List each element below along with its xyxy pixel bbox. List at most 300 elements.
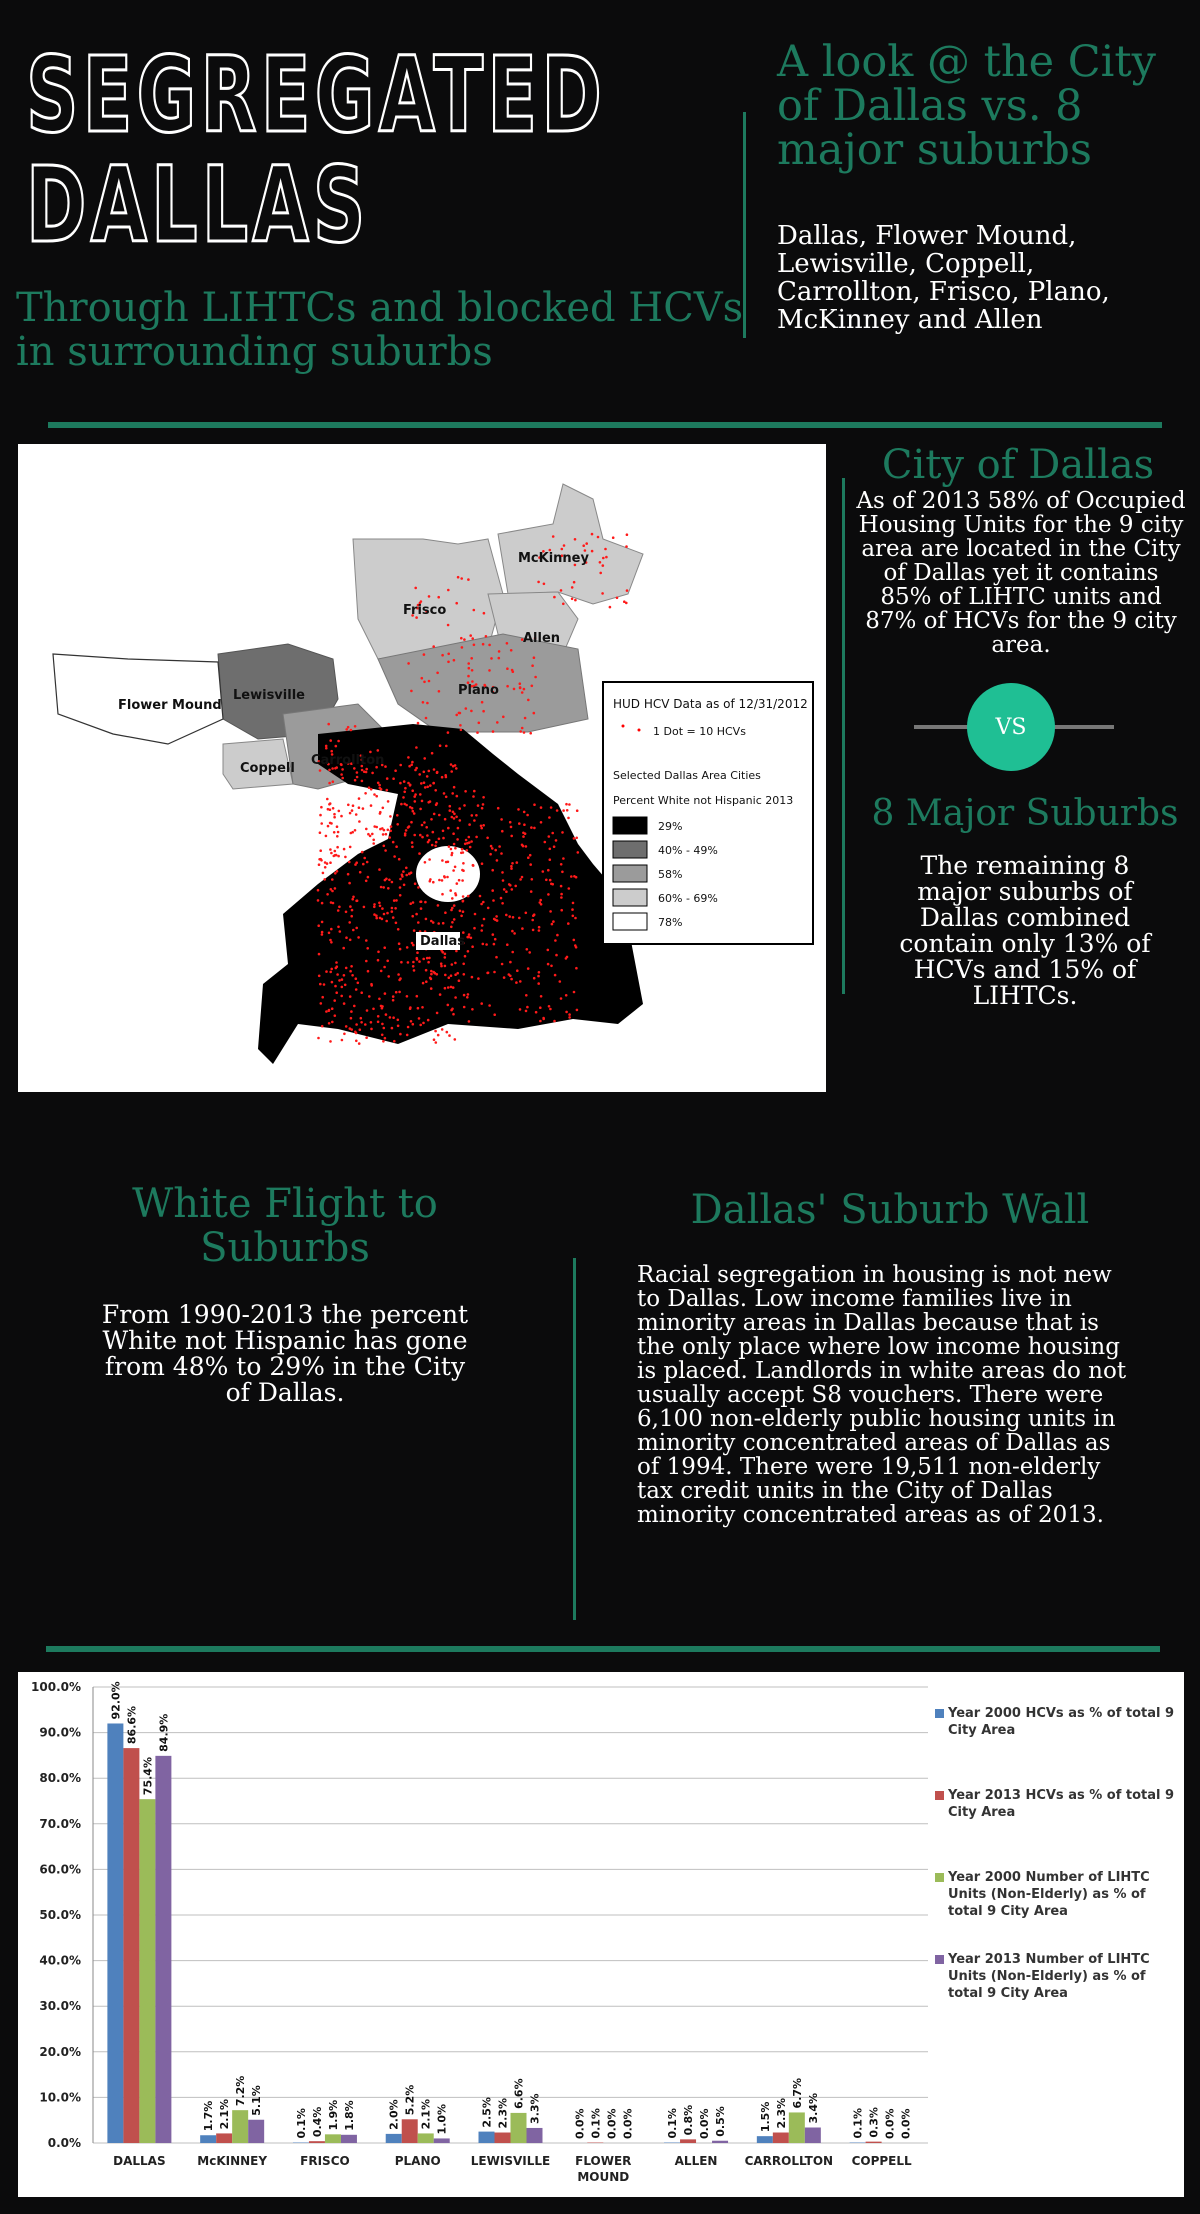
hcv-dot xyxy=(417,1007,420,1010)
hcv-dot xyxy=(397,928,400,931)
hcv-dot xyxy=(391,881,394,884)
map-legend-swatch xyxy=(613,865,647,882)
hcv-dot xyxy=(436,1012,439,1015)
chart-bar xyxy=(341,2135,357,2143)
hcv-dot xyxy=(449,809,452,812)
hcv-dot xyxy=(337,740,340,743)
hcv-dot xyxy=(399,886,402,889)
hcv-dot xyxy=(467,993,470,996)
hcv-dot xyxy=(599,561,602,564)
chart-ytick: 30.0% xyxy=(39,1999,81,2014)
hcv-dot xyxy=(582,544,585,547)
hcv-dot xyxy=(512,916,515,919)
chart-bar xyxy=(123,1748,139,2143)
hcv-dot xyxy=(320,806,323,809)
hcv-dot xyxy=(470,840,473,843)
hcv-dot xyxy=(404,834,407,837)
hcv-dot xyxy=(411,841,414,844)
hcv-dot xyxy=(340,815,343,818)
hcv-dot xyxy=(490,845,493,848)
hcv-dot xyxy=(407,756,410,759)
hcv-dot xyxy=(448,1034,451,1037)
hcv-dot xyxy=(350,832,353,835)
hcv-dot xyxy=(481,924,484,927)
hcv-dot xyxy=(527,967,530,970)
hcv-dot xyxy=(389,830,392,833)
chart-svg xyxy=(18,1672,1184,2197)
hcv-dot xyxy=(601,592,604,595)
chart-bar xyxy=(773,2133,789,2143)
hcv-dot xyxy=(616,597,619,600)
hcv-dot xyxy=(480,1002,483,1005)
hcv-dot xyxy=(338,810,341,813)
hcv-dot xyxy=(494,919,497,922)
hcv-dot xyxy=(549,879,552,882)
hcv-dot xyxy=(426,957,429,960)
hcv-dot xyxy=(399,764,402,767)
hcv-dot xyxy=(506,943,509,946)
hcv-dot xyxy=(506,642,509,645)
hcv-dot xyxy=(392,916,395,919)
hcv-dot xyxy=(325,747,328,750)
hcv-dot xyxy=(331,1021,334,1024)
hcv-dot xyxy=(519,687,522,690)
chart-data-label: 2.0% xyxy=(387,2099,401,2130)
hcv-dot xyxy=(487,907,490,910)
chart-xtick: McKINNEY xyxy=(197,2154,268,2168)
hcv-dot xyxy=(333,813,336,816)
hcv-dot xyxy=(358,1042,361,1045)
hcv-dot xyxy=(370,788,373,791)
hcv-dot xyxy=(471,669,474,672)
hcv-dot xyxy=(470,710,473,713)
hcv-dot xyxy=(492,933,495,936)
hcv-dot xyxy=(448,845,451,848)
hcv-dot xyxy=(447,731,450,734)
hcv-dot xyxy=(481,807,484,810)
hcv-dot xyxy=(378,784,381,787)
hcv-dot xyxy=(491,869,494,872)
map-legend-range: 40% - 49% xyxy=(658,844,718,857)
hcv-dot xyxy=(401,873,404,876)
hcv-dot xyxy=(549,1008,552,1011)
chart-bar xyxy=(434,2138,450,2143)
hcv-dot xyxy=(412,901,415,904)
chart-data-label: 3.3% xyxy=(528,2093,542,2124)
hcv-dot xyxy=(403,884,406,887)
hcv-dot xyxy=(335,854,338,857)
hcv-dot xyxy=(436,672,439,675)
hcv-dot xyxy=(505,914,508,917)
hcv-dot xyxy=(447,827,450,830)
hcv-dot xyxy=(341,768,344,771)
hcv-dot xyxy=(430,978,433,981)
hcv-dot xyxy=(423,653,426,656)
hcv-dot xyxy=(571,908,574,911)
hcv-dot xyxy=(438,879,441,882)
hcv-dot xyxy=(433,768,436,771)
hcv-dot xyxy=(410,690,413,693)
map-legend-selected: Selected Dallas Area Cities xyxy=(613,769,761,782)
hcv-dot xyxy=(393,1040,396,1043)
hcv-dot xyxy=(355,1023,358,1026)
hcv-dot xyxy=(534,676,537,679)
hcv-dot xyxy=(539,1006,542,1009)
hcv-dot xyxy=(385,833,388,836)
hcv-dot xyxy=(493,943,496,946)
hcv-dot xyxy=(340,773,343,776)
hcv-dot xyxy=(442,837,445,840)
hcv-dot xyxy=(428,770,431,773)
hcv-dot xyxy=(379,917,382,920)
hcv-dot xyxy=(375,917,378,920)
chart-data-label: 1.9% xyxy=(326,2099,340,2131)
hcv-dot xyxy=(381,827,384,830)
hcv-dot xyxy=(486,837,489,840)
hcv-dot xyxy=(413,812,416,815)
hcv-dot xyxy=(319,831,322,834)
hcv-dot xyxy=(389,815,392,818)
hcv-dot xyxy=(325,970,328,973)
hcv-dot xyxy=(378,902,381,905)
hcv-dot xyxy=(349,846,352,849)
hcv-dot xyxy=(407,782,410,785)
hcv-dot xyxy=(365,939,368,942)
hcv-dot xyxy=(560,589,563,592)
hcv-dot xyxy=(428,839,431,842)
hcv-dot xyxy=(351,809,354,812)
hcv-dot xyxy=(503,976,506,979)
hcv-dot xyxy=(478,722,481,725)
hcv-dot xyxy=(523,731,526,734)
hcv-dot xyxy=(406,995,409,998)
title-line2: DALLAS xyxy=(26,144,370,266)
hcv-dot xyxy=(407,826,410,829)
hcv-dot xyxy=(328,1022,331,1025)
hcv-dot xyxy=(330,888,333,891)
hcv-dot xyxy=(441,654,444,657)
hcv-dot xyxy=(406,1034,409,1037)
hcv-dot xyxy=(522,832,525,835)
hcv-dot xyxy=(334,872,337,875)
hcv-dot xyxy=(418,773,421,776)
hcv-dot xyxy=(495,956,498,959)
hcv-dot xyxy=(394,769,397,772)
hcv-dot xyxy=(510,867,513,870)
hcv-dot xyxy=(379,905,382,908)
hcv-dot xyxy=(363,857,366,860)
chart-xtick: LEWISVILLE xyxy=(470,2154,551,2168)
hcv-dot xyxy=(334,887,337,890)
hcv-dot xyxy=(475,836,478,839)
hcv-dot xyxy=(460,729,463,732)
hcv-dot xyxy=(519,980,522,983)
hcv-dot xyxy=(591,533,594,536)
hcv-dot xyxy=(402,870,405,873)
hcv-dot xyxy=(563,544,566,547)
hcv-dot xyxy=(463,1006,466,1009)
white-flight-heading: White Flight to Suburbs xyxy=(132,1181,438,1271)
hcv-dot xyxy=(436,771,439,774)
hcv-dot xyxy=(437,1034,440,1037)
hcv-dot xyxy=(455,894,458,897)
hcv-dot xyxy=(491,847,494,850)
hcv-dot xyxy=(381,1034,384,1037)
hcv-dot xyxy=(380,970,383,973)
hcv-dot xyxy=(548,835,551,838)
map-legend-range: 58% xyxy=(658,868,683,881)
chart-data-label: 0.0% xyxy=(899,2108,913,2139)
hcv-dot xyxy=(556,809,559,812)
hcv-dot xyxy=(450,1009,453,1012)
hcv-dot xyxy=(500,818,503,821)
hcv-dot xyxy=(337,926,340,929)
hcv-dot xyxy=(480,827,483,830)
hcv-dot xyxy=(345,967,348,970)
hcv-dot xyxy=(521,691,524,694)
hcv-dot xyxy=(450,763,453,766)
chart-ytick: 10.0% xyxy=(39,2090,81,2105)
cities-list: Dallas, Flower Mound, Lewisville, Coppell, Carrollton, Frisco, Plano, McKinney and Allen xyxy=(777,221,1110,335)
hcv-dot xyxy=(434,972,437,975)
hcv-dot xyxy=(330,852,333,855)
hcv-dot xyxy=(473,609,476,612)
chart-bar xyxy=(789,2112,805,2143)
hcv-dot xyxy=(417,722,420,725)
hcv-dot xyxy=(452,986,455,989)
hcv-dot xyxy=(455,767,458,770)
hcv-dot xyxy=(506,667,509,670)
hcv-dot xyxy=(358,820,361,823)
hcv-dot xyxy=(423,757,426,760)
hcv-dot xyxy=(450,986,453,989)
hcv-dot xyxy=(405,829,408,832)
hcv-dot xyxy=(521,927,524,930)
hcv-dot xyxy=(413,929,416,932)
hcv-dot xyxy=(447,1004,450,1007)
hcv-dot xyxy=(510,835,513,838)
chart-bar xyxy=(527,2128,543,2143)
hcv-dot xyxy=(403,780,406,783)
chart-xtick: MOUND xyxy=(577,2170,630,2184)
hcv-dot xyxy=(497,807,500,810)
hcv-dot xyxy=(525,1010,528,1013)
hcv-dot xyxy=(488,1004,491,1007)
hcv-dot xyxy=(330,928,333,931)
hcv-dot xyxy=(366,861,369,864)
chart-data-label: 2.3% xyxy=(774,2097,788,2129)
hcv-dot xyxy=(399,782,402,785)
hcv-dot xyxy=(355,1040,358,1043)
hcv-dot xyxy=(626,589,629,592)
hcv-dot xyxy=(485,635,488,638)
hcv-dot xyxy=(319,849,322,852)
hcv-dot xyxy=(370,1028,373,1031)
hcv-dot xyxy=(425,717,428,720)
city-of-dallas-text: As of 2013 58% of Occupied Housing Units for the 9 city area are located in the City of Dallas yet it contains 85% of LIHTC units and 87% of HCVs for the 9 city area. xyxy=(856,488,1186,658)
hcv-dot xyxy=(440,965,443,968)
hcv-dot xyxy=(409,806,412,809)
hcv-dot xyxy=(494,938,497,941)
hcv-dot xyxy=(323,983,326,986)
hcv-dot xyxy=(345,1025,348,1028)
hcv-dot xyxy=(451,921,454,924)
hcv-dot xyxy=(477,804,480,807)
hcv-dot xyxy=(388,836,391,839)
hcv-dot xyxy=(333,999,336,1002)
hcv-dot xyxy=(446,1031,449,1034)
hcv-dot xyxy=(533,712,536,715)
hcv-dot xyxy=(411,846,414,849)
hcv-dot xyxy=(468,841,471,844)
hcv-dot xyxy=(462,900,465,903)
hcv-dot xyxy=(352,896,355,899)
hcv-dot xyxy=(364,792,367,795)
hcv-dot xyxy=(425,826,428,829)
hcv-dot xyxy=(561,831,564,834)
hcv-dot xyxy=(501,830,504,833)
hcv-dot xyxy=(350,1010,353,1013)
hcv-dot xyxy=(341,777,344,780)
hcv-dot xyxy=(552,535,555,538)
hcv-dot xyxy=(531,878,534,881)
hcv-dot xyxy=(365,768,368,771)
map-label-mckinney: McKinney xyxy=(518,551,589,566)
vs-bar-left xyxy=(914,725,970,729)
hcv-dot xyxy=(470,657,473,660)
hcv-dot xyxy=(383,946,386,949)
hcv-dot xyxy=(453,904,456,907)
hcv-dot xyxy=(399,878,402,881)
hcv-dot xyxy=(399,1033,402,1036)
chart-data-label: 6.6% xyxy=(512,2078,526,2109)
hcv-dot xyxy=(531,919,534,922)
hcv-dot xyxy=(370,804,373,807)
hcv-dot xyxy=(482,710,485,713)
hcv-dot xyxy=(508,883,511,886)
hcv-dot xyxy=(409,1007,412,1010)
hcv-dot xyxy=(433,1038,436,1041)
hcv-dot xyxy=(348,882,351,885)
hcv-dot xyxy=(571,598,574,601)
hcv-dot xyxy=(485,943,488,946)
chart-xtick: FLOWER xyxy=(575,2154,632,2168)
hcv-dot xyxy=(511,930,514,933)
hcv-dot xyxy=(602,557,605,560)
hcv-dot xyxy=(333,831,336,834)
hcv-dot xyxy=(373,906,376,909)
hcv-dot xyxy=(411,915,414,918)
hcv-dot xyxy=(585,542,588,545)
hcv-dot xyxy=(383,913,386,916)
hcv-dot xyxy=(446,876,449,879)
hcv-dot xyxy=(540,903,543,906)
hcv-dot xyxy=(370,1021,373,1024)
hcv-dot xyxy=(355,813,358,816)
hcv-dot xyxy=(426,834,429,837)
hcv-dot xyxy=(392,995,395,998)
hcv-dot xyxy=(445,745,448,748)
hcv-dot xyxy=(369,835,372,838)
hcv-dot xyxy=(445,796,448,799)
hcv-dot xyxy=(330,901,333,904)
hcv-dot xyxy=(354,829,357,832)
hcv-dot xyxy=(345,911,348,914)
hcv-dot xyxy=(336,825,339,828)
hcv-dot xyxy=(428,858,431,861)
hcv-dot xyxy=(562,809,565,812)
map-label-allen: Allen xyxy=(523,631,561,646)
hcv-dot xyxy=(429,784,432,787)
hcv-dot xyxy=(319,769,322,772)
chart-data-label: 5.1% xyxy=(250,2085,264,2116)
map-label-flower-mound: Flower Mound xyxy=(118,698,222,713)
hcv-dot xyxy=(459,724,462,727)
hcv-dot xyxy=(382,833,385,836)
chart-data-label: 0.0% xyxy=(605,2108,619,2139)
hcv-dot xyxy=(349,812,352,815)
hcv-dot xyxy=(358,797,361,800)
chart-bar xyxy=(866,2142,882,2143)
hcv-dot xyxy=(431,844,434,847)
hcv-dot xyxy=(431,752,434,755)
hcv-dot xyxy=(441,859,444,862)
hcv-dot xyxy=(572,902,575,905)
chart-data-label: 2.1% xyxy=(218,2098,232,2130)
hcv-dot xyxy=(421,800,424,803)
hcv-dot xyxy=(509,821,512,824)
hcv-dot xyxy=(425,969,428,972)
hcv-dot xyxy=(348,861,351,864)
hcv-dot xyxy=(347,726,350,729)
hcv-dot xyxy=(351,974,354,977)
hcv-dot xyxy=(423,681,426,684)
hcv-dot xyxy=(430,973,433,976)
hcv-dot xyxy=(625,545,628,548)
hcv-dot xyxy=(573,939,576,942)
hcv-dot xyxy=(496,721,499,724)
chart-data-label: 0.1% xyxy=(589,2108,603,2139)
chart-ytick: 90.0% xyxy=(39,1725,81,1740)
bar-chart xyxy=(18,1672,1184,2197)
hcv-dot xyxy=(409,902,412,905)
hcv-dot xyxy=(447,653,450,656)
hcv-dot xyxy=(488,669,491,672)
chart-data-label: 0.0% xyxy=(698,2108,712,2139)
hcv-dot xyxy=(464,955,467,958)
chart-bar xyxy=(680,2139,696,2143)
hcv-dot xyxy=(317,924,320,927)
hcv-dot xyxy=(441,893,444,896)
hcv-dot xyxy=(328,782,331,785)
hcv-dot xyxy=(329,739,332,742)
hcv-dot xyxy=(526,948,529,951)
map-label-carrollton: Carrollton xyxy=(311,753,385,768)
hcv-dot xyxy=(449,889,452,892)
hcv-dot xyxy=(343,974,346,977)
hcv-dot xyxy=(398,942,401,945)
hcv-dot xyxy=(331,1007,334,1010)
hcv-dot xyxy=(539,1020,542,1023)
hcv-dot xyxy=(573,875,576,878)
map-svg xyxy=(18,444,826,1092)
map-legend-swatch xyxy=(613,913,647,930)
hcv-dot xyxy=(396,814,399,817)
hcv-dot xyxy=(417,921,420,924)
hcv-dot xyxy=(468,667,471,670)
hcv-dot xyxy=(405,867,408,870)
hcv-dot xyxy=(325,835,328,838)
